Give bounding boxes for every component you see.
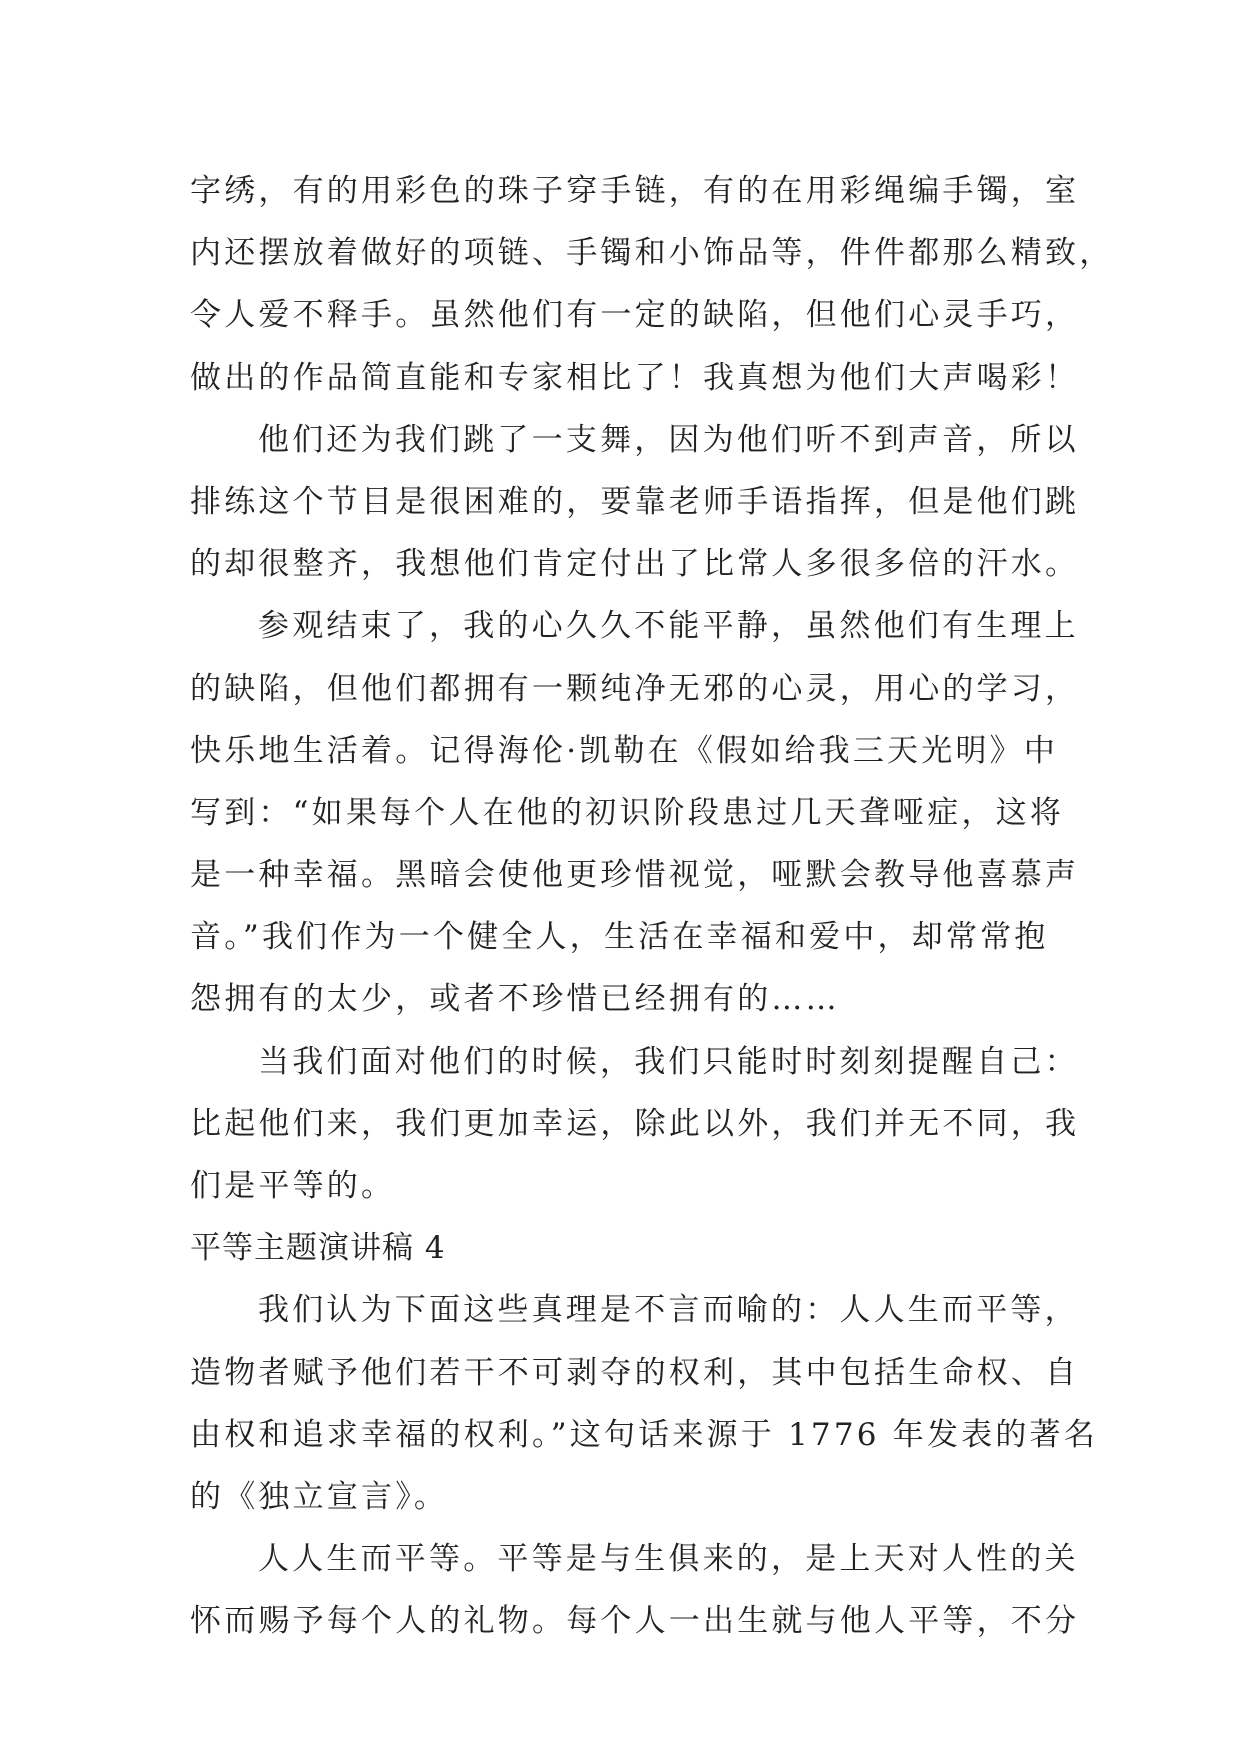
text-line: 写到：“如果每个人在他的初识阶段患过几天聋哑症，这将 xyxy=(190,794,1065,831)
text-line: 怀而赐予每个人的礼物。每个人一出生就与他人平等，不分 xyxy=(190,1603,1080,1640)
paragraph-first-line: 我们认为下面这些真理是不言而喻的：人人生而平等， xyxy=(258,1292,1079,1329)
text-line: 的却很整齐，我想他们肯定付出了比常人多很多倍的汗水。 xyxy=(190,546,1080,583)
text-line: 字绣，有的用彩色的珠子穿手链，有的在用彩绳编手镯，室 xyxy=(190,173,1080,209)
document-body xyxy=(190,160,1114,1653)
text-line: 由权和追求幸福的权利。”这句话来源于 1776 年发表的著名 xyxy=(190,1416,1098,1453)
text-line: 音。”我们作为一个健全人，生活在幸福和爱中，却常常抱 xyxy=(190,919,1049,956)
text-line: 做出的作品简直能和专家相比了！我真想为他们大声喝彩！ xyxy=(190,359,1080,396)
paragraph-first-line: 参观结束了，我的心久久不能平静，虽然他们有生理上 xyxy=(258,608,1079,645)
text-line: 造物者赋予他们若干不可剥夺的权利，其中包括生命权、自 xyxy=(190,1354,1080,1391)
text-line: 比起他们来，我们更加幸运，除此以外，我们并无不同，我 xyxy=(190,1105,1080,1142)
text-line: 的《独立宣言》。 xyxy=(190,1478,449,1515)
text-line: 们是平等的。 xyxy=(190,1168,396,1204)
text-line: 排练这个节目是很困难的，要靠老师手语指挥，但是他们跳 xyxy=(190,483,1080,520)
paragraph-first-line: 当我们面对他们的时候，我们只能时时刻刻提醒自己： xyxy=(258,1043,1079,1080)
paragraph-first-line: 他们还为我们跳了一支舞，因为他们听不到声音，所以 xyxy=(258,421,1079,458)
section-heading: 平等主题演讲稿 4 xyxy=(190,1230,446,1267)
text-line: 怨拥有的太少，或者不珍惜已经拥有的…… xyxy=(190,981,840,1018)
text-line: 内还摆放着做好的项链、手镯和小饰品等，件件都那么精致， xyxy=(190,235,1114,272)
text-line: 快乐地生活着。记得海伦·凯勒在《假如给我三天光明》中 xyxy=(190,732,1059,769)
text-line: 的缺陷，但他们都拥有一颗纯净无邪的心灵，用心的学习， xyxy=(190,670,1080,707)
text-line: 令人爱不释手。虽然他们有一定的缺陷，但他们心灵手巧， xyxy=(190,297,1080,334)
text-line: 是一种幸福。黑暗会使他更珍惜视觉，哑默会教导他喜慕声 xyxy=(190,857,1080,894)
paragraph-first-line: 人人生而平等。平等是与生俱来的，是上天对人性的关 xyxy=(258,1541,1079,1578)
